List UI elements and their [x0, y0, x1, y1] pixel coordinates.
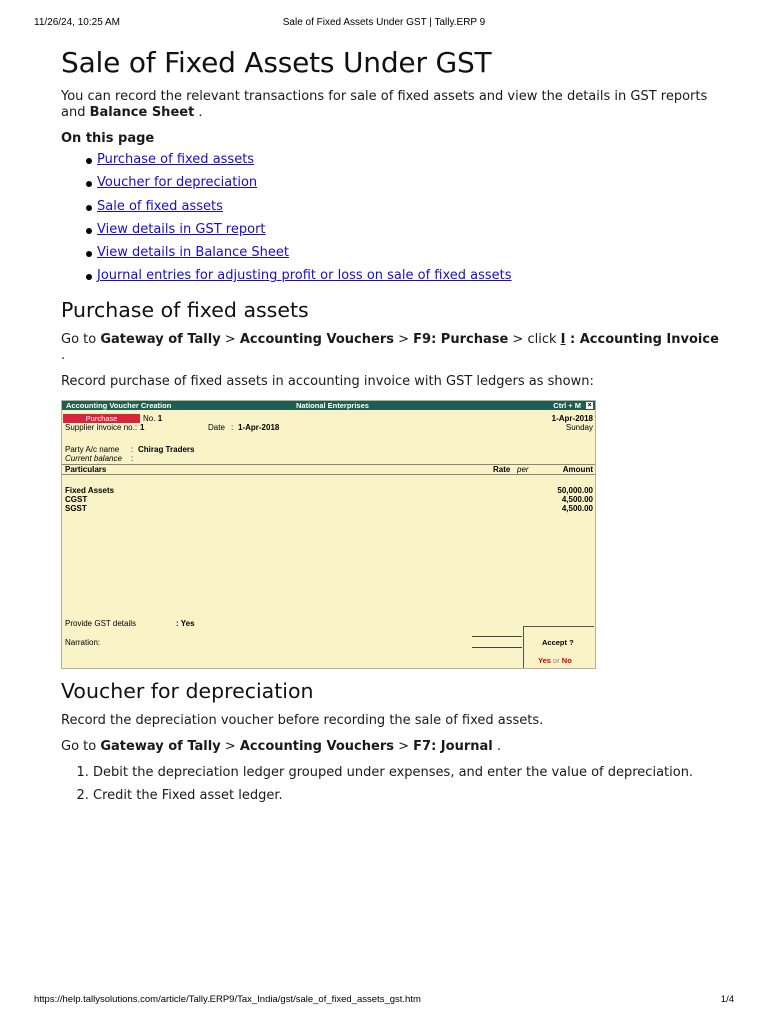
column-divider — [62, 474, 595, 475]
path-gateway: Gateway of Tally — [100, 738, 221, 754]
toc-item — [97, 199, 721, 222]
depreciation-path — [61, 739, 721, 755]
accept-yes-button[interactable]: Yes — [538, 655, 551, 665]
section-heading-depreciation: Voucher for depreciation — [61, 678, 314, 703]
col-rate: Rate — [493, 464, 511, 474]
path-sep: > — [393, 331, 414, 347]
date-colon: : — [231, 422, 234, 432]
path-go-to: Go to — [61, 331, 101, 347]
toc-link-balance-sheet[interactable]: View details in Balance Sheet — [97, 245, 289, 261]
path-key-i: I — [560, 331, 566, 347]
path-gateway: Gateway of Tally — [100, 331, 221, 347]
toc-item — [97, 152, 721, 175]
bullet-icon — [86, 251, 92, 257]
toc-link-gst-report[interactable]: View details in GST report — [97, 221, 266, 237]
path-sep: > — [393, 738, 414, 754]
page-title: Sale of Fixed Assets Under GST — [61, 46, 492, 79]
narration-label: Narration: — [65, 637, 101, 647]
ledger-row-amount: 4,500.00 — [561, 494, 593, 504]
path-accounting-vouchers: Accounting Vouchers — [239, 738, 394, 754]
voucher-no-value: 1 — [157, 413, 163, 423]
path-end: . — [492, 738, 501, 754]
col-amount: Amount — [562, 464, 593, 474]
toc-item — [97, 175, 721, 198]
date-label: Date — [208, 422, 225, 432]
party-colon: : — [131, 444, 134, 454]
path-sep: > — [220, 331, 240, 347]
toc-link-depreciation[interactable]: Voucher for depreciation — [97, 175, 258, 191]
col-particulars: Particulars — [65, 464, 107, 474]
current-balance-colon: : — [131, 453, 134, 463]
party-label: Party A/c name — [65, 444, 120, 454]
party-value: Chirag Traders — [138, 444, 195, 454]
voucher-date-top: 1-Apr-2018 — [551, 413, 593, 423]
print-url: https://help.tallysolutions.com/article/Tally.ERP9/Tax_India/gst/sale_of_fixed_assets_gst.htm — [34, 994, 421, 1005]
toc-item — [97, 222, 721, 245]
intro-end: . — [194, 105, 203, 120]
toc-list — [61, 152, 721, 292]
toc-item — [97, 268, 721, 291]
section-heading-purchase: Purchase of fixed assets — [61, 297, 309, 322]
path-sep: > — [220, 738, 240, 754]
ledger-row-name: Fixed Assets — [65, 485, 115, 495]
close-icon: × — [587, 401, 592, 409]
step-item: 1. Debit the depreciation ledger grouped under expenses, and enter the value of depreciation. — [93, 765, 721, 781]
print-timestamp: 11/26/24, 10:25 AM — [34, 17, 120, 28]
date-value: 1-Apr-2018 — [238, 422, 280, 432]
path-accounting-invoice: : Accounting Invoice — [565, 331, 719, 347]
path-go-to: Go to — [61, 738, 101, 754]
voucher-type-badge: Purchase — [63, 414, 140, 423]
ledger-row-amount: 4,500.00 — [561, 503, 593, 513]
voucher-no — [143, 414, 162, 423]
accept-or: or — [553, 655, 560, 665]
header-divider — [62, 464, 595, 465]
toc-link-sale[interactable]: Sale of fixed assets — [97, 198, 223, 214]
path-accounting-vouchers: Accounting Vouchers — [239, 331, 394, 347]
purchase-path — [61, 332, 721, 364]
accept-question: Accept ? — [542, 637, 574, 647]
supplier-invoice-label: Supplier invoice no.: — [65, 422, 138, 432]
path-f7-journal: F7: Journal — [413, 738, 493, 754]
intro-text: You can record the relevant transactions for sale of fixed assets and view the details in GST reports and — [61, 89, 708, 120]
print-doc-title: Sale of Fixed Assets Under GST | Tally.ERP 9 — [282, 17, 486, 28]
step-item: 2. Credit the Fixed asset ledger. — [93, 788, 721, 804]
col-per: per — [517, 464, 529, 474]
tally-title-left: Accounting Voucher Creation — [66, 400, 172, 410]
accept-dialog — [523, 626, 594, 668]
intro-paragraph — [61, 89, 721, 121]
bullet-icon — [86, 205, 92, 211]
article-content — [61, 46, 721, 811]
toc-title: On this page — [61, 131, 155, 146]
print-page-number: 1/4 — [720, 994, 734, 1005]
current-balance-label: Current balance — [65, 453, 122, 463]
accept-options — [538, 656, 572, 665]
gst-details-value: : Yes — [176, 618, 195, 628]
tally-company-name: National Enterprises — [296, 400, 369, 410]
voucher-day: Sunday — [565, 422, 593, 432]
supplier-invoice-value: 1 — [140, 422, 145, 432]
bullet-icon — [86, 228, 92, 234]
path-click: > click — [508, 331, 561, 347]
path-f9-purchase: F9: Purchase — [413, 331, 509, 347]
total-line — [472, 647, 522, 648]
depreciation-record-text: Record the depreciation voucher before recording the sale of fixed assets. — [61, 712, 544, 728]
bullet-icon — [86, 158, 92, 164]
tally-title-bar — [62, 401, 595, 410]
path-end: . — [61, 347, 66, 363]
bullet-icon — [86, 181, 92, 187]
ledger-row-name: SGST — [65, 503, 87, 513]
total-line — [472, 636, 522, 637]
gst-details-label: Provide GST details — [65, 618, 136, 628]
bullet-icon — [86, 274, 92, 280]
purchase-record-text: Record purchase of fixed assets in accounting invoice with GST ledgers as shown: — [61, 373, 594, 389]
accept-no-button[interactable]: No — [561, 655, 572, 665]
toc-item — [97, 245, 721, 268]
tally-shortcut: Ctrl + M — [553, 400, 581, 410]
toc-link-purchase[interactable]: Purchase of fixed assets — [97, 152, 255, 167]
depreciation-steps — [61, 765, 721, 804]
voucher-no-label: No. — [143, 413, 156, 423]
tally-voucher-screenshot — [61, 400, 596, 669]
toc-link-journal-entries[interactable]: Journal entries for adjusting profit or loss on sale of fixed assets — [97, 268, 512, 284]
intro-bold: Balance Sheet — [89, 105, 195, 120]
ledger-row-name: CGST — [65, 494, 88, 504]
ledger-row-amount: 50,000.00 — [557, 485, 593, 495]
